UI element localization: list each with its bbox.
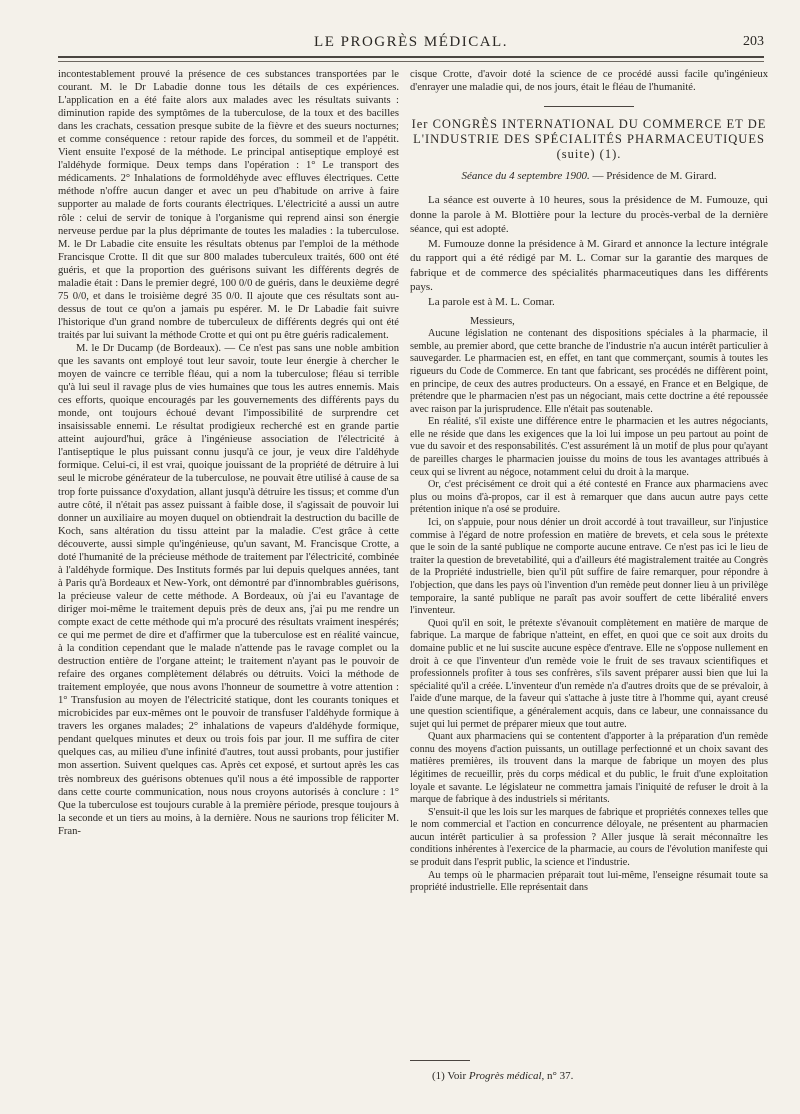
left-paragraph: M. le Dr Ducamp (de Bordeaux). — Ce n'est pas sans une noble ambition que les savants ont employé tout leur savoir, toute leur énergie à chercher le moyen de vaincre ce terrible fléau, qui a nom la tuberculose; fléau si terrible qu'à lui seul il ravage plus de vies humaines que tous les autres ennemis. Mais ces efforts, quoique encouragés par les gouvernements des différents pays du monde, ont toujours échoué devant l'impossibilité de surprendre cet insaisissable ennemi. Le résultat prodigieux recherché est en grande partie atteint aujourd'hui, grâce à l'ingénieuse association de l'électricité à l'antiseptique le plus puissant connu jusqu'à ce jour, je veux dire l'aldéhyde formique. Celui-ci, il est vrai, quoique jouissant de la propriété de détruire à lui seul le microbe générateur de la tuberculose, ne pouvait être utilisé à cause de sa trop forte puissance d'oxydation, allant jusqu'à détruire les tissus; et comme d'un autre côté, il n'était pas assez puissant à faible dose, il s'agissait de pouvoir lui donner un auxiliaire au moyen duquel on obtiendrait la destruction du bacille de Koch, sans altération du tissu atteint par la maladie. C'est grâce à cette découverte, aussi simple qu'ingénieuse, qu'un savant, M. Francisque Crotte, a doté l'humanité de la précieuse méthode de traitement par l'électricité, combinée à l'aldéhyde formique. Des Instituts formés par lui depuis quelques années, tant à Paris qu'à Bordeaux et New-York, ont démontré par d'innombrables guérisons, la précieuse valeur de cette méthode. A Bordeaux, où j'ai eu l'avantage de diriger moi-même le traitement depuis près de deux ans, j'ai pu me rendre un compte exact de cette méthode qui m'a procuré des résultats vraiment inespérés; ce qui me permet de dire et d'affirmer que la tuberculose est en réalité vaincue, à la condition cependant que le malade n'attende pas le ravage complet ou la destruction entière de l'organe atteint; le traitement n'ayant pas le pouvoir de refaire des organes complètement délabrés ou détruits. Voici la méthode de traitement employée, que nous avons l'honneur de soumettre à votre attention : 1° Transfusion au moyen de l'électricité statique, dont les courants toniques et microbicides par eux-mêmes ont le pouvoir de transfuser l'aldéhyde formique à travers les organes malades; 2° inhalations de vapeurs d'aldéhyde formique, pendant quelques minutes et deux ou trois fois par jour. Il me suffira de citer quelques cas, au milieu d'une infinité d'autres, tout aussi probants, pour justifier mon assertion. Suivent quelques cas. Après cet exposé, et surtout après les cas très nombreux des guérisons obtenues qu'il nous a été impossible de rapporter dans cette courte communication, nous nous croyons autorisés à conclure : 1° Que la tuberculose est toujours curable à la première période, presque toujours à la seconde et un tiers au moins, à la dernière. Nous ne saurions trop féliciter M. Fran- (58, 342, 399, 837)
session-date: Séance du 4 septembre 1900. (461, 170, 590, 183)
footnote (432, 1070, 573, 1082)
speech-paragraph: Quant aux pharmaciens qui se contentent d'apporter à la préparation d'un remède connu des moyens d'action puissants, un outillage perfectionné et un choix savant des matières premières, ils trouvent dans la marque de fabrique un moyen des plus légitimes de recueillir, près du corps médical et du public, le fruit d'une exploitation loyale et savante. Le législateur ne commettra jamais l'iniquité de refuser le droit à la marque de fabrique à des industriels si méritants. (410, 731, 768, 806)
footnote-prefix: Voir (447, 1070, 467, 1082)
running-head (58, 34, 764, 54)
footnote-rule (410, 1060, 470, 1061)
salutation: Messieurs, (470, 316, 515, 328)
intro-paragraph: La parole est à M. L. Comar. (428, 295, 555, 308)
session-line (410, 170, 768, 183)
continuation-paragraph: cisque Crotte, d'avoir doté la science de ce procédé aussi facile qu'ingénieux d'enrayer une maladie qui, de nos jours, était le fléau de l'humanité. (410, 69, 768, 94)
congress-title: Ier CONGRÈS INTERNATIONAL DU COMMERCE ET DE L'INDUSTRIE DES SPÉCIALITÉS PHARMACEUTIQUES (suite) (1). (411, 117, 767, 162)
speech-block (410, 328, 768, 895)
intro-paragraph: La séance est ouverte à 10 heures, sous la présidence de M. Fumouze, qui donne la parole à M. Blottière pour la lecture du procès-verbal de la dernière séance, qui est adopté. (410, 194, 768, 236)
session-presidency: — Présidence de M. Girard. (592, 170, 717, 183)
speech-paragraph: Or, c'est précisément ce droit qui a été contesté en France aux pharmaciens avec plus ou moins d'à-propos, car il est à remarquer que dans aucun autre pays cette prétention inique n'a osé se produire. (410, 479, 768, 516)
right-column (410, 68, 768, 895)
speech-paragraph: En réalité, s'il existe une différence entre le pharmacien et les autres négociants, elle ne réside que dans les exigences que la loi lui impose un peu partout au point de vue du savoir et des responsabilités. C'est assurément là un motif de plus pour qu'ayant de pareilles charges le pharmacien jouisse du moins de tous les avantages attribués à ceux qui se livrent au négoce, notamment celui du droit à la marque. (410, 416, 768, 478)
speech-paragraph: Quoi qu'il en soit, le prétexte s'évanouit complètement en matière de marque de fabrique. La marque de fabrique n'atteint, en effet, en quoi que ce soit aux droits du domaine public et ne lui suscite aucune espèce d'entrave. Elle ne s'oppose nullement en droit à ce que l'inventeur d'un remède voie le fruit de ses travaux scientifiques et professionnels profiter à tous ses confrères, s'ils savent préparer aussi bien que lui la spécialité qu'il a créée. L'inventeur d'un remède n'a d'autres droits que de se prévaloir, à l'aide d'une marque, de la faveur qui s'attache à juste titre à l'homme qui, ayant creusé une question scientifique, a généralement acquis, dans ce labeur, une connaissance du sujet qui lui permet de préparer mieux que tout autre. (410, 617, 768, 730)
header-rule (58, 56, 764, 62)
speech-paragraph: S'ensuit-il que les lois sur les marques de fabrique et propriétés connexes telles que le nom commercial et l'action en concurrence déloyale, ne présentent au pharmacien aucun intérêt particulier à sa profession ? Aller jusque là serait méconnaître les conditions inhérentes à l'exercice de la pharmacie, au cours de l'évolution manifeste qui se produit dans l'esprit public, la science et l'industrie. (410, 806, 768, 869)
footnote-reference: n° 37. (547, 1070, 574, 1082)
speech-paragraph: Au temps où le pharmacien préparait tout lui-même, l'enseigne résumait toute sa propriété industrielle. Elle représentait dans (410, 869, 768, 894)
speech-paragraph: Aucune législation ne contenant des dispositions spéciales à la pharmacie, il semble, au premier abord, que cette branche de l'industrie n'a aucun intérêt particulier à sauvegarder. Le pharmacien est, en effet, en tant que commerçant, soumis à toutes les rigueurs du Code de Commerce. En tant que fabricant, ses procédés ne diffèrent point, en principe, de ceux des autres producteurs. On a essayé, en France et en Belgique, de prétendre que le pharmacien n'est pas un négociant, mais cette doctrine a été repoussée avec raison par la jurisprudence. Elle n'était pas soutenable. (410, 328, 768, 415)
page-number: 203 (743, 34, 764, 49)
intro-block (410, 193, 768, 309)
left-paragraph: incontestablement prouvé la présence de ces substances transportées par le courant. M. le Dr Labadie donne tous les détails de ces expériences. L'application en a été faite alors aux malades avec les résultats suivants : diminution rapide des symptômes de la tuberculose, de la toux et des bacilles dans les crachats, cessation presque subite de la fièvre et des sueurs nocturnes; et comme conséquence : retour rapide des forces, du sommeil et de l'appétit. Vient ensuite l'exposé de la méthode. Le principal antiseptique employé est l'aldéhyde formique. Deux temps dans l'opération : 1° Le transport des médicaments. 2° Inhalations de formoldéhyde avec effluves électriques. Cette méthode n'offre aucun danger et avec un peu d'habitude on arrive à faire supporter au malade de forts courants électriques. L'électricité a aussi un autre rôle : celui de servir de tonique à l'organisme qui reprend ainsi son énergie nerveuse perdue par la plus déprimante de toutes les maladies : la tuberculose. M. le Dr Labadie cite ensuite les résultats obtenus par l'emploi de la méthode Francisque Crotte. Il dit que sur 800 malades tuberculeux traités, 600 ont été guéris, et que la proportion des guérisons suivant les différents degrés de maladie était : Dans le premier degré, 100 0/0 de guéris, dans le deuxième degré 75 0/0, et dans le troisième degré 35 0/0. Il ajoute que ces résultats sont au-dessus de tout ce qu'on a jamais pu espérer. M. le Dr Labadie fait suivre l'historique d'un grand nombre de tuberculeux de différents degrés qui ont été traités par lui suivant la méthode Crotte et qui ont pu être guéris radicalement. (58, 69, 399, 341)
footnote-journal: Progrès médical, (468, 1070, 545, 1082)
footnote-number: (1) (432, 1070, 445, 1082)
speech-paragraph: Ici, on s'appuie, pour nous dénier un droit accordé à tout travailleur, sur l'injustice commise à l'égard de notre profession en matière de brevets, et cela sous le prétexte que le soin de la santé publique ne comporte aucune entrave. Ce n'est pas ici le lieu de traiter la question de brevetabilité, qui a d'ailleurs été magistralement traitée au Congrès de la Propriété industrielle, bien qu'il pût suffire de faire remarquer, pour répondre à l'objection, que dans les pays où l'invention d'un remède peut donner lieu à un privilège temporaire, la santé publique ne paraît pas avoir souffert de cette libéralité envers l'inventeur. (410, 517, 768, 617)
intro-paragraph: M. Fumouze donne la présidence à M. Girard et annonce la lecture intégrale du rapport qui a été rédigé par M. L. Comar sur la garantie des marques de fabrique et de commerce des spécialités pharmaceutiques dans les différents pays. (410, 237, 768, 294)
section-divider (544, 106, 634, 107)
left-column (58, 68, 399, 838)
journal-title: LE PROGRÈS MÉDICAL. (314, 34, 508, 50)
